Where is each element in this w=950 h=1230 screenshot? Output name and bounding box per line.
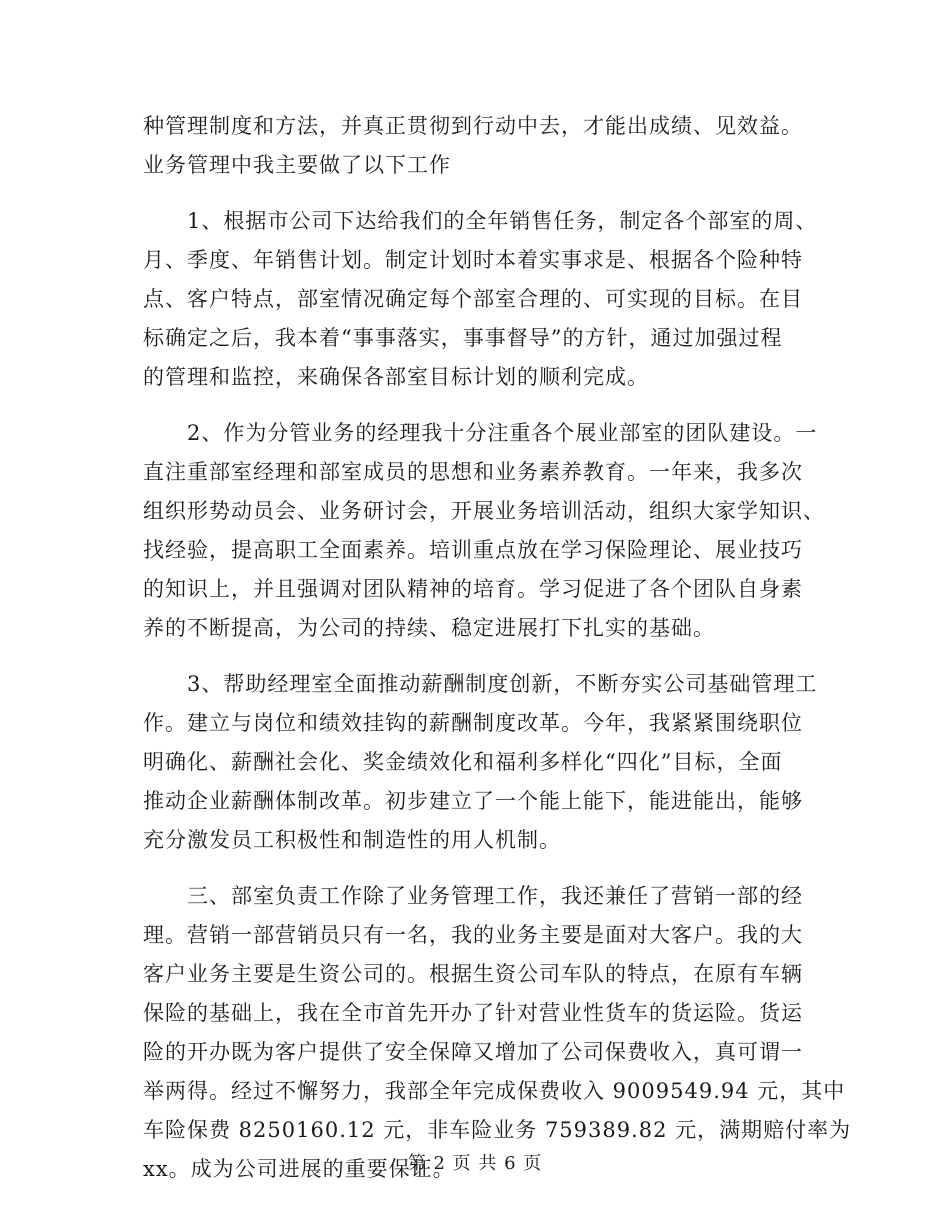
text-line: 月、季度、年销售计划。制定计划时本着实事求是、根据各个险种特 [143, 248, 803, 272]
text-line: 举两得。经过不懈努力，我部全年完成保费收入 9009549.94 元，其中 [143, 1079, 846, 1103]
text-line: 作。建立与岗位和绩效挂钩的薪酬制度改革。今年，我紧紧围绕职位 [143, 711, 803, 735]
text-line: 业务管理中我主要做了以下工作 [143, 153, 451, 177]
text-line: 明确化、薪酬社会化、奖金绩效化和福利多样化“四化”目标，全面 [143, 750, 783, 774]
document-body [143, 107, 852, 1189]
text-line: 直注重部室经理和部室成员的思想和业务素养教育。一年来，我多次 [143, 460, 803, 484]
paragraph-spacing [143, 648, 808, 665]
text-line: 推动企业薪酬体制改革。初步建立了一个能上能下，能进能出，能够 [143, 789, 803, 813]
paragraph-spacing [143, 185, 808, 202]
text-line: 车险保费 8250160.12 元，非车险业务 759389.82 元，满期赔付率为 [143, 1118, 852, 1142]
text-line: 险的开办既为客户提供了安全保障又增加了公司保费收入，真可谓一 [143, 1040, 803, 1064]
text-line: 组织形势动员会、业务研讨会，开展业务培训活动，组织大家学知识、 [143, 499, 825, 523]
page-number-footer: 第 2 页 共 6 页 [407, 1153, 543, 1174]
text-line: 充分激发员工积极性和制造性的用人机制。 [143, 828, 561, 852]
text-line: 点、客户特点，部室情况确定每个部室合理的、可实现的目标。在目 [143, 287, 803, 311]
paragraph-spacing [143, 397, 808, 414]
text-line: 2、作为分管业务的经理我十分注重各个展业部室的团队建设。一 [143, 421, 818, 445]
text-line: 找经验，提高职工全面素养。培训重点放在学习保险理论、展业技巧 [143, 538, 803, 562]
text-line: 1、根据市公司下达给我们的全年销售任务，制定各个部室的周、 [143, 209, 818, 233]
text-line: 种管理制度和方法，并真正贯彻到行动中去，才能出成绩、见效益。 [143, 114, 803, 138]
text-line: 的管理和监控，来确保各部室目标计划的顺利完成。 [143, 365, 649, 389]
text-line: 保险的基础上，我在全市首先开办了针对营业性货车的货运险。货运 [143, 1001, 803, 1025]
text-line: 三、部室负责工作除了业务管理工作，我还兼任了营销一部的经 [143, 884, 803, 908]
paragraph-spacing [143, 860, 808, 877]
text-line: 客户业务主要是生资公司的。根据生资公司车队的特点，在原有车辆 [143, 962, 803, 986]
text-line: 理。营销一部营销员只有一名，我的业务主要是面对大客户。我的大 [143, 923, 803, 947]
text-line: xx。成为公司进展的重要保证。 [143, 1157, 455, 1181]
text-line: 的知识上，并且强调对团队精神的培育。学习促进了各个团队自身素 [143, 577, 803, 601]
text-line: 3、帮助经理室全面推动薪酬制度创新，不断夯实公司基础管理工 [143, 672, 818, 696]
text-line: 养的不断提高，为公司的持续、稳定进展打下扎实的基础。 [143, 616, 715, 640]
text-line: 标确定之后，我本着“事事落实，事事督导”的方针，通过加强过程 [143, 326, 783, 350]
